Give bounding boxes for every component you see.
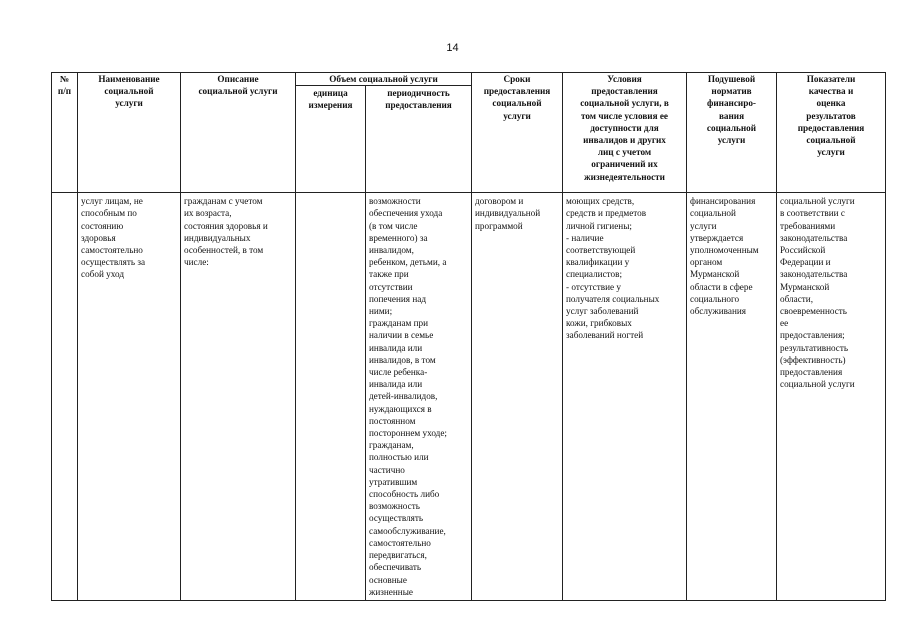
page-number: 14 [446, 42, 459, 54]
table-row [52, 193, 886, 601]
cell-quality-indicators: социальной услуги в соответствии с требованиями законодательства Российской Федерации и законодательства Мурманской области, своевременность ее предоставления; результативность (эффективность) предоставления социальной услуги [777, 193, 886, 601]
header-service-terms: Сроки предоставления социальной услуги [472, 73, 563, 193]
header-financing-norm: Подушевой норматив финансиро- вания социальной услуги [687, 73, 777, 193]
cell-num [52, 193, 78, 601]
social-services-table [51, 72, 886, 601]
header-row [52, 73, 886, 86]
header-service-volume: Объем социальной услуги [296, 73, 472, 86]
cell-service-description: гражданам с учетом их возраста, состояния здоровья и индивидуальных особенностей, в том числе: [181, 193, 296, 601]
cell-unit [296, 193, 366, 601]
header-unit: единица измерения [296, 86, 366, 193]
cell-service-terms: договором и индивидуальной программой [472, 193, 563, 601]
cell-financing-norm: финансирования социальной услуги утверждается уполномоченным органом Мурманской области в сфере социального обслуживания [687, 193, 777, 601]
header-service-name: Наименование социальной услуги [78, 73, 181, 193]
header-periodicity: периодичность предоставления [366, 86, 472, 193]
header-service-description: Описание социальной услуги [181, 73, 296, 193]
cell-service-name: услуг лицам, не способным по состоянию здоровья самостоятельно осуществлять за собой уход [78, 193, 181, 601]
header-service-conditions: Условия предоставления социальной услуги, в том числе условия ее доступности для инвалидов и других лиц с учетом ограничений их жизнедеятельности [563, 73, 687, 193]
cell-service-conditions: моющих средств, средств и предметов личной гигиены; - наличие соответствующей квалификации у специалистов; - отсутствие у получателя социальных услуг заболеваний кожи, грибковых заболеваний ногтей [563, 193, 687, 601]
cell-periodicity: возможности обеспечения ухода (в том числе временного) за инвалидом, ребенком, детьми, а также при отсутствии попечения над ними; гражданам при наличии в семье инвалида или инвалидов, в том числе ребенка- инвалида или детей-инвалидов, нуждающихся в постоянном постороннем уходе; гражданам, полностью или частично утратившим способность либо возможность осуществлять самообслуживание, самостоятельно передвигаться, обеспечивать основные жизненные [366, 193, 472, 601]
header-num: № п/п [52, 73, 78, 193]
header-quality-indicators: Показатели качества и оценка результатов предоставления социальной услуги [777, 73, 886, 193]
